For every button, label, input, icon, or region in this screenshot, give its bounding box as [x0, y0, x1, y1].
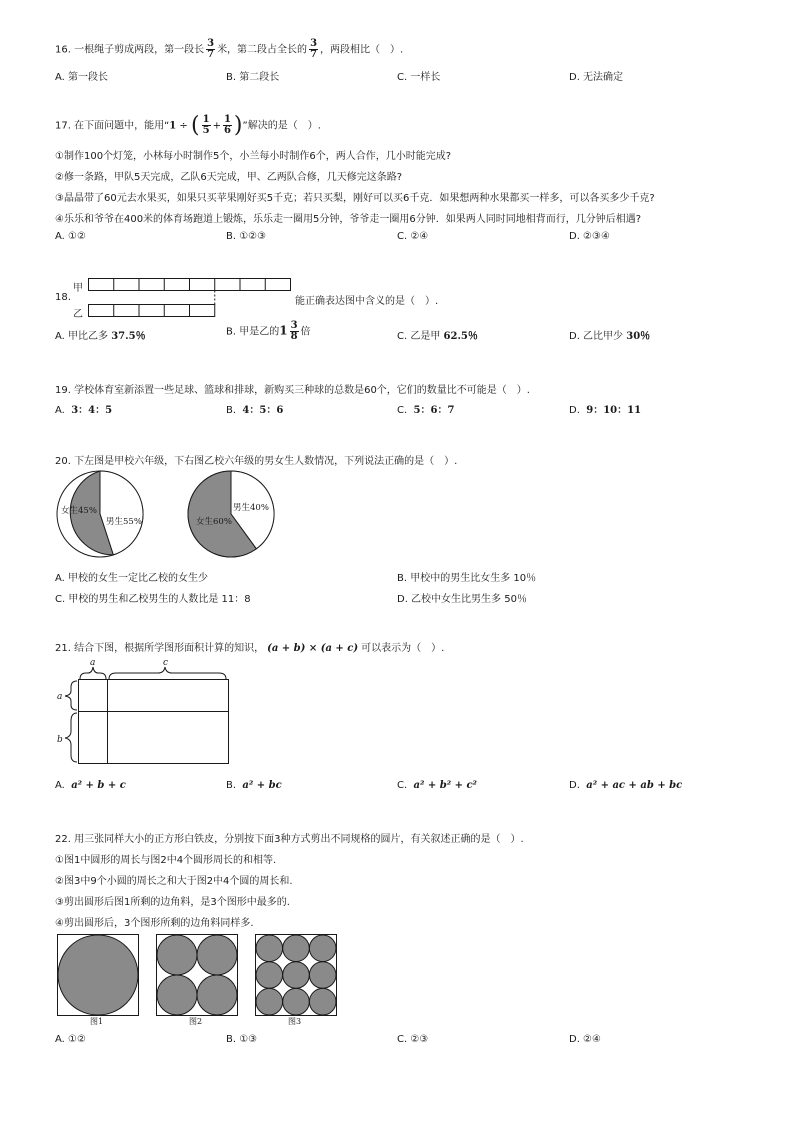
- option-c[interactable]: C. ②③: [397, 1034, 429, 1045]
- statement-4: ④乐乐和爷爷在400米的体育场跑道上锻炼，乐乐走一圈用5分钟，爷爷走一圈用6分钟．如果两人同时同地相背而行，几分钟后相遇?: [55, 214, 642, 225]
- option-a[interactable]: A. 3：4：5: [55, 405, 113, 416]
- figure-3: [254, 933, 338, 1017]
- statement-3: ③剪出圆形后图1所剩的边角料，是3个图形中最多的.: [55, 897, 290, 908]
- option-a[interactable]: A. 甲比乙多 37.5％: [55, 331, 146, 342]
- figure-2: [155, 933, 239, 1017]
- question-18-number: 18.: [55, 292, 71, 303]
- option-a[interactable]: A. a² + b + c: [55, 780, 126, 791]
- option-a[interactable]: A. 第一段长: [55, 72, 109, 83]
- label-a-left: a: [57, 692, 63, 702]
- figure-1-caption: 图1: [90, 1017, 104, 1026]
- paren-left: (: [191, 113, 200, 138]
- label-jia: 甲: [73, 283, 83, 294]
- option-d[interactable]: D. 乙校中女生比男生多 50％: [397, 594, 527, 605]
- pie-chart-school-jia: [56, 470, 146, 560]
- option-b[interactable]: B. ①②③: [226, 231, 267, 242]
- outer-rectangle: [79, 680, 229, 764]
- brace-a-top: [80, 667, 106, 679]
- option-b[interactable]: B. 甲是乙的1 $\frac{3}{8}$ 倍: [226, 320, 311, 342]
- option-d[interactable]: D. a² + ac + ab + bc: [569, 780, 683, 791]
- fraction: $\frac{1}{5}$: [202, 114, 210, 136]
- pie-label-girls: 女生45%: [61, 506, 97, 516]
- option-c[interactable]: C. a² + b² + c²: [397, 780, 477, 791]
- label-yi: 乙: [73, 309, 83, 320]
- brace-c-top: [109, 667, 226, 679]
- option-c[interactable]: C. 甲校的男生和乙校男生的人数比是 11：8: [55, 594, 251, 605]
- fraction: $\frac{1}{6}$: [223, 114, 231, 136]
- fraction: $\frac{3}{7}$: [207, 38, 215, 60]
- brace-a-left: [65, 681, 77, 710]
- question-17-stem: 17. 在下面问题中，能用“1 ÷ ( $\frac{1}{5}$ + $\frac{1}{6}$ )”解决的是（ ）.: [55, 113, 321, 138]
- brace-b-left: [65, 713, 77, 762]
- area-diagram: [54, 655, 234, 767]
- option-c[interactable]: C. 一样长: [397, 72, 441, 83]
- statement-1: ①制作100个灯笼，小林每小时制作5个，小兰每小时制作6个，两人合作，几小时能完成?: [55, 151, 452, 162]
- fraction: $\frac{3}{7}$: [310, 38, 318, 60]
- question-20-stem: 20. 下左图是甲校六年级，下右图乙校六年级的男女生人数情况，下列说法正确的是（ ）.: [55, 456, 458, 467]
- option-b[interactable]: B. 第二段长: [226, 72, 280, 83]
- option-a[interactable]: A. ①②: [55, 1034, 86, 1045]
- paren-right: ): [233, 113, 243, 138]
- statement-2: ②修一条路，甲队5天完成，乙队6天完成，甲、乙两队合修，几天修完这条路?: [55, 172, 402, 183]
- large-circle: [58, 935, 138, 1015]
- figure-1: [56, 933, 140, 1017]
- option-d[interactable]: D. 乙比甲少 30％: [569, 331, 651, 342]
- option-b[interactable]: B. 甲校中的男生比女生多 10％: [397, 573, 537, 584]
- option-d[interactable]: D. ②③④: [569, 231, 610, 242]
- question-19-stem: 19. 学校体育室新添置一些足球、篮球和排球，新购买三种球的总数是60个，它们的数量比不可能是（ ）.: [55, 385, 530, 396]
- question-18-stem: 能正确表达图中含义的是（ ）.: [295, 296, 439, 307]
- label-b-left: b: [57, 735, 63, 745]
- option-d[interactable]: D. ②④: [569, 1034, 601, 1045]
- question-22-stem: 22. 用三张同样大小的正方形白铁皮，分别按下面3种方式剪出不同规格的圆片，有关叙述正确的是（ ）.: [55, 834, 524, 845]
- option-d[interactable]: D. 无法确定: [569, 72, 624, 83]
- option-c[interactable]: C. 乙是甲 62.5％: [397, 331, 478, 342]
- figure-2-caption: 图2: [189, 1017, 203, 1026]
- label-c-top: c: [163, 658, 169, 668]
- segment-diagram: [86, 276, 296, 322]
- statement-3: ③晶晶带了60元去水果买，如果只买苹果刚好买5千克；若只买梨，刚好可以买6千克．如果想两种水果都买一样多，可以各买多少千克?: [55, 193, 655, 204]
- bar-yi: [89, 305, 215, 317]
- pie-label-boys: 男生55%: [106, 517, 142, 527]
- label-a-top: a: [90, 658, 96, 668]
- option-c[interactable]: C. 5：6：7: [397, 405, 455, 416]
- option-b[interactable]: B. a² + bc: [226, 780, 282, 791]
- pie-label-girls: 女生60%: [196, 517, 232, 527]
- option-d[interactable]: D. 9：10：11: [569, 405, 642, 416]
- question-16-stem: 16. 一根绳子剪成两段，第一段长 $\frac{3}{7}$ 米，第二段占全长的 $\frac{3}{7}$ ，两段相比（ ）.: [55, 38, 404, 60]
- option-b[interactable]: B. 4：5：6: [226, 405, 284, 416]
- pie-chart-school-yi: [187, 470, 277, 560]
- fraction: $\frac{3}{8}$: [290, 320, 298, 342]
- option-c[interactable]: C. ②④: [397, 231, 429, 242]
- pie-label-boys: 男生40%: [233, 503, 269, 513]
- question-21-stem: 21. 结合下图，根据所学图形面积计算的知识， (a + b) × (a + c) 可以表示为（ ）.: [55, 643, 445, 654]
- statement-4: ④剪出圆形后，3个图形所剩的边角料同样多.: [55, 918, 254, 929]
- option-a[interactable]: A. 甲校的女生一定比乙校的女生少: [55, 573, 209, 584]
- statement-2: ②图3中9个小圆的周长之和大于图2中4个圆的周长和.: [55, 876, 293, 887]
- statement-1: ①图1中圆形的周长与图2中4个圆形周长的和相等.: [55, 855, 277, 866]
- option-b[interactable]: B. ①③: [226, 1034, 258, 1045]
- figure-3-caption: 图3: [288, 1017, 302, 1026]
- option-a[interactable]: A. ①②: [55, 231, 86, 242]
